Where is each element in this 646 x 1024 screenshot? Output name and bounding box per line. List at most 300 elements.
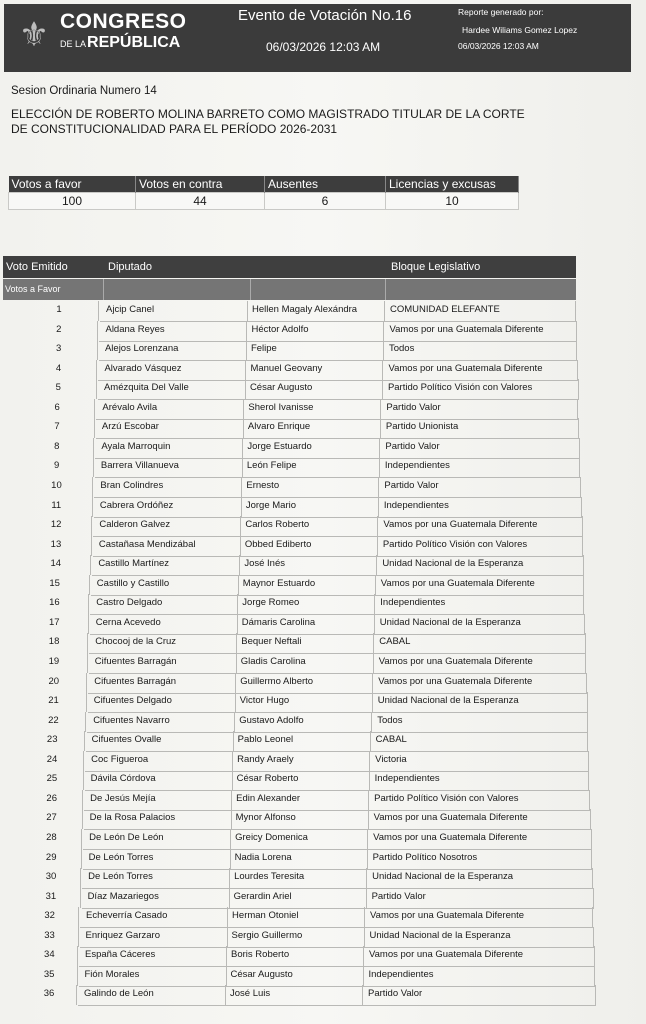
vote-number: 1 bbox=[56, 304, 62, 315]
vote-number: 14 bbox=[50, 558, 62, 569]
deputy-given-name: Jorge Romeo bbox=[242, 597, 300, 608]
column-divider bbox=[247, 301, 248, 321]
legislative-bloc: Vamos por una Guatemala Diferente bbox=[378, 656, 533, 667]
column-divider bbox=[86, 692, 87, 712]
totals-header-licencias: Licencias y excusas bbox=[386, 176, 519, 193]
column-divider bbox=[234, 712, 235, 732]
table-row bbox=[43, 966, 595, 987]
column-divider bbox=[366, 868, 367, 888]
table-row bbox=[50, 516, 583, 537]
column-divider bbox=[589, 790, 590, 810]
deputy-surname: Dávila Córdova bbox=[90, 773, 156, 784]
column-divider bbox=[581, 497, 582, 517]
column-divider bbox=[577, 399, 578, 419]
legislative-bloc: Unidad Nacional de la Esperanza bbox=[369, 930, 511, 941]
legislative-bloc: COMUNIDAD ELEFANTE bbox=[390, 304, 500, 315]
column-divider bbox=[80, 868, 81, 888]
vote-number: 33 bbox=[44, 930, 55, 941]
column-divider bbox=[96, 360, 97, 380]
legislative-bloc: Vamos por una Guatemala Diferente bbox=[373, 832, 528, 843]
column-divider bbox=[76, 985, 77, 1005]
table-row bbox=[56, 340, 577, 361]
table-row bbox=[43, 985, 596, 1006]
table-row bbox=[46, 829, 592, 850]
logo-republica bbox=[60, 34, 180, 52]
column-divider bbox=[231, 790, 232, 810]
legislative-bloc: Unidad Nacional de la Esperanza bbox=[382, 558, 524, 569]
column-divider bbox=[587, 712, 588, 732]
column-divider bbox=[229, 868, 230, 888]
column-divider bbox=[377, 516, 378, 536]
legislative-bloc: Todos bbox=[377, 715, 403, 726]
table-row bbox=[48, 614, 585, 635]
deputy-given-name: Gustavo Adolfo bbox=[239, 715, 304, 726]
column-divider bbox=[242, 438, 243, 458]
vote-totals-table bbox=[8, 176, 519, 210]
column-divider bbox=[226, 946, 227, 966]
deputy-given-name: Randy Araely bbox=[237, 754, 294, 765]
column-divider bbox=[588, 770, 589, 790]
column-divider bbox=[93, 438, 94, 458]
legislative-bloc: Partido Unionista bbox=[385, 421, 459, 432]
deputy-surname: Bran Colindres bbox=[100, 480, 164, 491]
deputy-given-name: Manuel Geovany bbox=[250, 363, 323, 374]
deputy-surname: Castañasa Mendizábal bbox=[98, 539, 196, 550]
column-divider bbox=[592, 907, 593, 927]
deputy-surname: De Jesús Mejía bbox=[90, 793, 156, 804]
deputy-given-name: Victor Hugo bbox=[239, 695, 290, 706]
deputies-table-header bbox=[3, 256, 576, 278]
group-header-divider bbox=[250, 279, 251, 300]
deputy-surname: Cifuentes Ovalle bbox=[91, 734, 162, 745]
column-divider bbox=[246, 340, 247, 360]
column-divider bbox=[580, 477, 581, 497]
deputy-surname: Echeverría Casado bbox=[86, 910, 168, 921]
column-divider bbox=[96, 379, 97, 399]
vote-number: 21 bbox=[48, 695, 59, 706]
column-divider bbox=[383, 340, 384, 360]
column-divider bbox=[92, 477, 93, 497]
column-divider bbox=[90, 555, 91, 575]
table-row bbox=[44, 946, 595, 967]
column-divider bbox=[229, 888, 230, 908]
vote-number: 27 bbox=[46, 812, 57, 823]
deputy-given-name: Carlos Roberto bbox=[245, 519, 310, 530]
column-divider bbox=[237, 614, 238, 634]
table-row bbox=[49, 594, 584, 615]
vote-number: 9 bbox=[53, 460, 60, 471]
vote-number: 15 bbox=[49, 578, 60, 589]
legislative-bloc: Vamos por una Guatemala Diferente bbox=[383, 519, 538, 530]
table-row bbox=[45, 888, 594, 909]
legislative-bloc: Independientes bbox=[368, 969, 434, 980]
legislative-bloc: Independientes bbox=[384, 460, 450, 471]
legislative-bloc: Vamos por una Guatemala Diferente bbox=[373, 812, 528, 823]
table-row bbox=[46, 790, 590, 811]
column-divider bbox=[366, 888, 367, 908]
totals-value-contra: 44 bbox=[136, 193, 265, 210]
legislative-bloc: Partido Valor bbox=[384, 480, 439, 491]
column-divider bbox=[89, 575, 90, 595]
vote-number: 4 bbox=[55, 363, 62, 374]
deputy-surname: Castillo Martínez bbox=[98, 558, 170, 569]
deputy-given-name: Héctor Adolfo bbox=[251, 324, 309, 335]
vote-number: 19 bbox=[48, 656, 60, 667]
column-divider bbox=[583, 594, 584, 614]
totals-value-licencias: 10 bbox=[386, 193, 519, 210]
column-divider bbox=[583, 575, 584, 595]
deputy-surname: De León Torres bbox=[88, 852, 154, 863]
column-divider bbox=[374, 614, 375, 634]
column-divider bbox=[368, 809, 369, 829]
column-divider bbox=[78, 907, 79, 927]
table-row bbox=[54, 399, 578, 420]
column-divider bbox=[376, 555, 377, 575]
column-divider bbox=[382, 360, 383, 380]
deputy-given-name: Gerardin Ariel bbox=[233, 891, 292, 902]
deputy-given-name: Dámaris Carolina bbox=[241, 617, 316, 628]
deputy-surname: Díaz Mazariegos bbox=[87, 891, 159, 902]
legislative-bloc: Unidad Nacional de la Esperanza bbox=[372, 871, 514, 882]
column-divider bbox=[383, 321, 384, 341]
column-divider bbox=[80, 888, 81, 908]
column-divider bbox=[371, 712, 372, 732]
column-divider bbox=[585, 653, 586, 673]
totals-header-ausentes: Ausentes bbox=[265, 176, 386, 193]
deputy-surname: Barrera Villanueva bbox=[100, 460, 179, 471]
legislative-bloc: Independientes bbox=[374, 773, 440, 784]
column-divider bbox=[364, 927, 365, 947]
deputy-surname: Calderon Galvez bbox=[99, 519, 171, 530]
column-divider bbox=[592, 868, 593, 888]
column-divider bbox=[369, 751, 370, 771]
column-divider bbox=[579, 457, 580, 477]
table-row bbox=[50, 536, 583, 557]
vote-number: 3 bbox=[56, 343, 62, 354]
deputy-surname: Ajcip Canel bbox=[106, 304, 155, 315]
column-divider bbox=[82, 790, 83, 810]
vote-number: 6 bbox=[54, 402, 60, 413]
column-divider bbox=[245, 379, 246, 399]
deputy-given-name: Greicy Domenica bbox=[235, 832, 308, 843]
column-divider bbox=[369, 770, 370, 790]
column-divider bbox=[94, 418, 95, 438]
legislative-bloc: Vamos por una Guatemala Diferente bbox=[389, 324, 544, 335]
column-divider bbox=[92, 497, 93, 517]
column-divider bbox=[243, 418, 244, 438]
column-divider bbox=[238, 575, 239, 595]
table-row bbox=[53, 457, 580, 478]
legislative-bloc: Partido Valor bbox=[386, 402, 441, 413]
deputy-given-name: León Felipe bbox=[246, 460, 297, 471]
deputy-surname: España Cáceres bbox=[85, 949, 156, 960]
deputy-given-name: Ernesto bbox=[246, 480, 280, 491]
deputy-given-name: Obbed Ediberto bbox=[244, 539, 312, 550]
vote-number: 13 bbox=[50, 539, 62, 550]
column-divider bbox=[81, 849, 82, 869]
column-divider bbox=[240, 536, 241, 556]
deputy-given-name: Pablo Leonel bbox=[237, 734, 294, 745]
table-row bbox=[48, 692, 588, 713]
column-divider bbox=[364, 907, 365, 927]
legislative-bloc: Vamos por una Guatemala Diferente bbox=[380, 578, 535, 589]
column-divider bbox=[594, 966, 595, 986]
column-divider bbox=[232, 751, 233, 771]
deputy-surname: De León De León bbox=[89, 832, 164, 843]
deputy-surname: Cifuentes Barragán bbox=[94, 676, 177, 687]
column-divider bbox=[594, 946, 595, 966]
column-divider bbox=[227, 907, 228, 927]
deputy-surname: Galindo de León bbox=[84, 988, 154, 999]
column-divider bbox=[370, 731, 371, 751]
column-divider bbox=[87, 653, 88, 673]
deputy-given-name: Lourdes Teresita bbox=[234, 871, 305, 882]
column-divider bbox=[578, 379, 579, 399]
deputy-given-name: Gladis Carolina bbox=[240, 656, 306, 667]
column-divider bbox=[85, 712, 86, 732]
table-row bbox=[55, 379, 579, 400]
column-divider bbox=[586, 673, 587, 693]
group-header-divider bbox=[385, 279, 386, 300]
vote-number: 5 bbox=[55, 382, 61, 393]
column-divider bbox=[230, 829, 231, 849]
deputy-surname: Arévalo Avila bbox=[102, 402, 158, 413]
column-divider bbox=[575, 301, 576, 321]
table-row bbox=[45, 849, 592, 870]
table-row bbox=[45, 868, 593, 889]
table-row bbox=[51, 497, 582, 518]
vote-number: 23 bbox=[46, 734, 58, 745]
deputy-surname: De la Rosa Palacios bbox=[89, 812, 176, 823]
column-divider bbox=[86, 673, 87, 693]
column-divider bbox=[235, 673, 236, 693]
column-divider bbox=[372, 673, 373, 693]
column-divider bbox=[593, 927, 594, 947]
deputy-surname: Enriquez Garzaro bbox=[85, 930, 160, 941]
congress-seal-icon: ⚜ bbox=[18, 16, 50, 54]
column-divider bbox=[367, 829, 368, 849]
column-divider bbox=[225, 985, 226, 1005]
column-divider bbox=[378, 477, 379, 497]
column-header-deputy: Diputado bbox=[108, 261, 153, 273]
column-divider bbox=[81, 829, 82, 849]
deputy-given-name: Herman Otoniel bbox=[232, 910, 299, 921]
legislative-bloc: Todos bbox=[388, 343, 415, 354]
column-divider bbox=[93, 457, 94, 477]
report-header-banner bbox=[4, 4, 631, 72]
vote-totals-values bbox=[9, 193, 519, 210]
vote-number: 2 bbox=[56, 324, 62, 335]
column-divider bbox=[591, 829, 592, 849]
deputy-given-name: César Roberto bbox=[236, 773, 299, 784]
column-divider bbox=[240, 516, 241, 536]
legislative-bloc: Partido Político Visión con Valores bbox=[374, 793, 519, 804]
table-row bbox=[46, 809, 591, 830]
vote-number: 31 bbox=[45, 891, 57, 902]
column-divider bbox=[379, 438, 380, 458]
vote-number: 12 bbox=[50, 519, 62, 530]
column-divider bbox=[363, 946, 364, 966]
vote-number: 11 bbox=[51, 500, 62, 511]
deputy-given-name: Sergio Guillermo bbox=[231, 930, 303, 941]
column-divider bbox=[236, 653, 237, 673]
deputy-given-name: Mynor Alfonso bbox=[235, 812, 296, 823]
column-divider bbox=[582, 536, 583, 556]
column-divider bbox=[231, 809, 232, 829]
column-divider bbox=[237, 594, 238, 614]
column-divider bbox=[374, 594, 375, 614]
table-row bbox=[50, 555, 584, 576]
deputy-given-name: Boris Roberto bbox=[231, 949, 290, 960]
legislative-bloc: Partido Político Visión con Valores bbox=[387, 382, 533, 393]
deputy-given-name: Edin Alexander bbox=[236, 793, 301, 804]
table-row bbox=[55, 360, 578, 381]
deputy-given-name: Jorge Estuardo bbox=[247, 441, 312, 452]
table-row bbox=[48, 653, 586, 674]
legislative-bloc: Independientes bbox=[380, 597, 446, 608]
column-divider bbox=[578, 418, 579, 438]
vote-number: 28 bbox=[46, 832, 57, 843]
logo-republica-text: REPÚBLICA bbox=[87, 34, 181, 51]
deputy-given-name: José Luis bbox=[230, 988, 271, 999]
column-divider bbox=[587, 692, 588, 712]
column-divider bbox=[373, 633, 374, 653]
column-divider bbox=[377, 536, 378, 556]
column-divider bbox=[241, 477, 242, 497]
group-header-votes-favor bbox=[3, 279, 576, 300]
column-divider bbox=[98, 301, 99, 321]
column-divider bbox=[380, 418, 381, 438]
column-divider bbox=[233, 731, 234, 751]
column-divider bbox=[236, 633, 237, 653]
column-divider bbox=[595, 985, 596, 1005]
vote-totals-header bbox=[9, 176, 519, 193]
table-row bbox=[44, 927, 594, 948]
deputy-surname: Castillo y Castillo bbox=[96, 578, 170, 589]
column-divider bbox=[77, 966, 78, 986]
table-row bbox=[56, 321, 577, 342]
logo-congreso: CONGRESO bbox=[60, 10, 187, 33]
column-divider bbox=[593, 888, 594, 908]
table-row bbox=[48, 673, 587, 694]
table-row bbox=[48, 712, 588, 733]
table-row bbox=[46, 770, 589, 791]
legislative-bloc: Partido Valor bbox=[371, 891, 426, 902]
column-divider bbox=[230, 849, 231, 869]
report-user: Hardee Wiliams Gomez Lopez bbox=[462, 25, 578, 35]
column-divider bbox=[577, 360, 578, 380]
vote-number: 24 bbox=[46, 754, 58, 765]
event-title: Evento de Votación No.16 bbox=[238, 7, 412, 24]
column-divider bbox=[84, 731, 85, 751]
column-divider bbox=[83, 770, 84, 790]
column-divider bbox=[77, 946, 78, 966]
deputy-given-name: Felipe bbox=[250, 343, 277, 354]
column-divider bbox=[239, 555, 240, 575]
column-divider bbox=[235, 692, 236, 712]
column-divider bbox=[226, 966, 227, 986]
table-row bbox=[44, 907, 593, 928]
column-divider bbox=[382, 379, 383, 399]
column-divider bbox=[232, 770, 233, 790]
deputy-surname: Aldana Reyes bbox=[105, 324, 165, 335]
vote-number: 10 bbox=[51, 480, 62, 491]
column-divider bbox=[87, 633, 88, 653]
deputy-surname: De León Torres bbox=[88, 871, 153, 882]
column-divider bbox=[363, 966, 364, 986]
column-divider bbox=[362, 985, 363, 1005]
vote-number: 8 bbox=[54, 441, 60, 452]
table-row bbox=[48, 633, 586, 654]
deputy-surname: Castro Delgado bbox=[96, 597, 163, 608]
column-divider bbox=[576, 340, 577, 360]
table-row bbox=[56, 301, 576, 322]
legislative-bloc: Vamos por una Guatemala Diferente bbox=[369, 949, 524, 960]
vote-number: 20 bbox=[48, 676, 60, 687]
deputy-surname: Alejos Lorenzana bbox=[104, 343, 179, 354]
report-label: Reporte generado por: bbox=[458, 7, 544, 17]
legislative-bloc: Vamos por una Guatemala Diferente bbox=[388, 363, 543, 374]
totals-header-contra: Votos en contra bbox=[136, 176, 265, 193]
table-row bbox=[51, 477, 581, 498]
column-header-vote: Voto Emitido bbox=[6, 261, 68, 273]
column-divider bbox=[375, 575, 376, 595]
deputy-given-name: Maynor Estuardo bbox=[242, 578, 316, 589]
vote-number: 35 bbox=[43, 969, 55, 980]
deputy-given-name: Nadia Lorena bbox=[234, 852, 292, 863]
column-divider bbox=[367, 849, 368, 869]
deputy-given-name: César Augusto bbox=[230, 969, 293, 980]
column-divider bbox=[91, 536, 92, 556]
session-title: Sesion Ordinaria Numero 14 bbox=[11, 85, 157, 97]
vote-number: 7 bbox=[54, 421, 60, 432]
logo-prefix: DE LA bbox=[60, 39, 87, 49]
table-row bbox=[46, 751, 589, 772]
legislative-bloc: Partido Valor bbox=[385, 441, 440, 452]
vote-number: 25 bbox=[46, 773, 58, 784]
column-divider bbox=[227, 927, 228, 947]
column-divider bbox=[373, 653, 374, 673]
vote-number: 18 bbox=[48, 636, 60, 647]
deputy-given-name: Alvaro Enrique bbox=[247, 421, 311, 432]
column-divider bbox=[587, 731, 588, 751]
deputy-surname: Arzú Escobar bbox=[101, 421, 159, 432]
column-divider bbox=[82, 809, 83, 829]
column-divider bbox=[378, 497, 379, 517]
deputy-given-name: José Inés bbox=[244, 558, 285, 569]
vote-number: 32 bbox=[44, 910, 55, 921]
deputy-surname: Amézquita Del Valle bbox=[103, 382, 189, 393]
vote-number: 17 bbox=[48, 617, 60, 628]
column-divider bbox=[591, 849, 592, 869]
report-datetime: 06/03/2026 12:03 AM bbox=[458, 41, 539, 51]
vote-number: 36 bbox=[43, 988, 55, 999]
column-header-bloc: Bloque Legislativo bbox=[391, 261, 481, 273]
deputy-surname: Alvarado Vásquez bbox=[104, 363, 182, 374]
totals-value-ausentes: 6 bbox=[265, 193, 386, 210]
vote-number: 34 bbox=[44, 949, 55, 960]
deputy-surname: Cabrera Ordóñez bbox=[99, 500, 174, 511]
deputy-surname: Ayala Marroquin bbox=[101, 441, 171, 452]
table-row bbox=[49, 575, 584, 596]
vote-number: 26 bbox=[46, 793, 57, 804]
deputy-given-name: Jorge Mario bbox=[245, 500, 297, 511]
table-row bbox=[46, 731, 588, 752]
table-row bbox=[54, 418, 579, 439]
column-divider bbox=[246, 321, 247, 341]
deputy-surname: Chocooj de la Cruz bbox=[95, 636, 177, 647]
deputy-surname: Fión Morales bbox=[84, 969, 140, 980]
